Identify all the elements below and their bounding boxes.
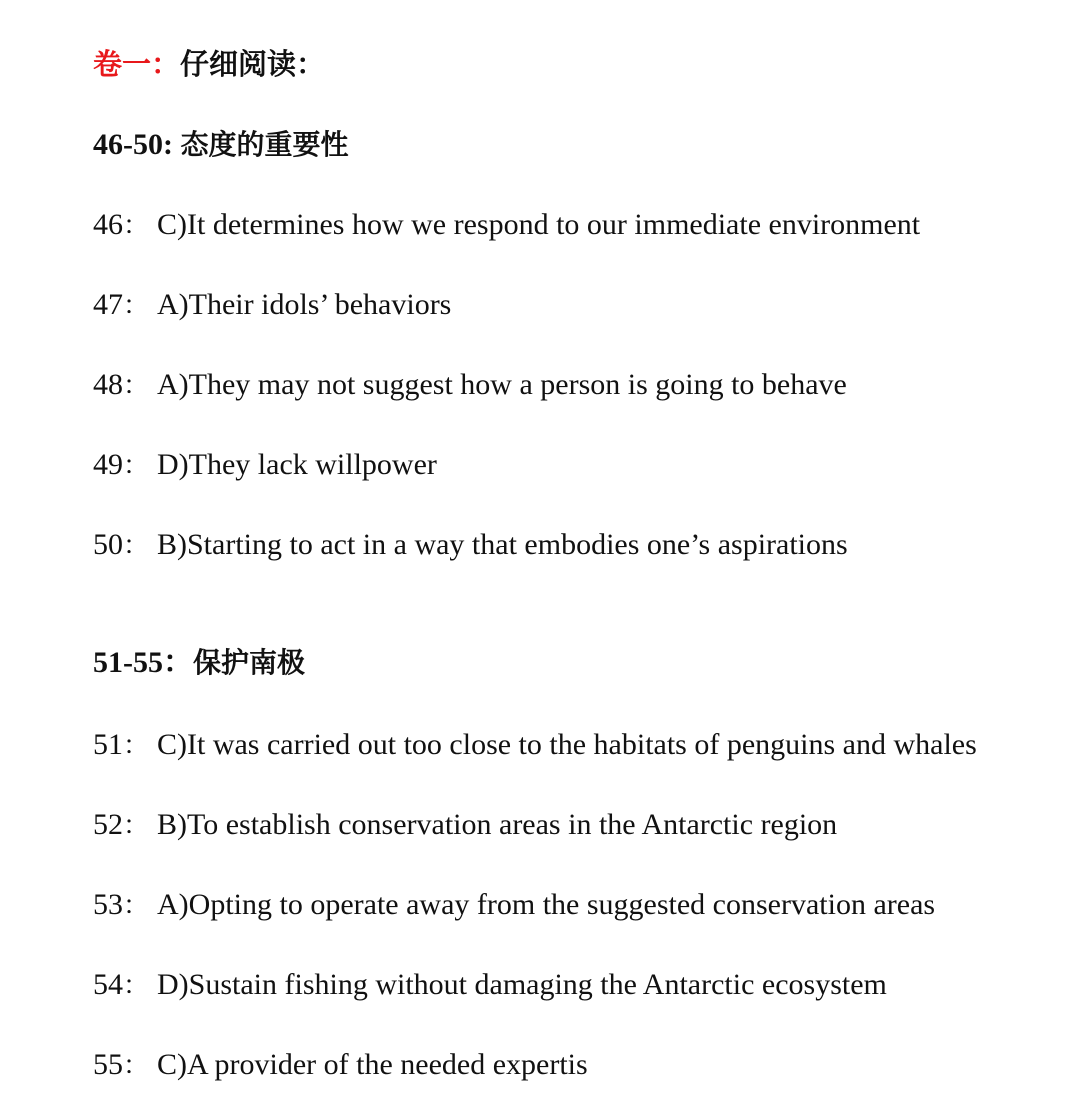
question-number: 50: [93, 528, 123, 561]
question-number: 51: [93, 728, 123, 761]
answer-text: A)Opting to operate away from the suggested conservation areas: [157, 888, 936, 921]
answer-text: A)They may not suggest how a person is going to behave: [157, 368, 847, 401]
answer-text: C)It was carried out too close to the habitats of penguins and whales: [157, 728, 977, 761]
answer-item: [93, 205, 920, 246]
answer-item: [93, 525, 848, 566]
answer-item: [93, 1045, 588, 1086]
question-number: 55: [93, 1048, 123, 1081]
answer-item: [93, 805, 837, 846]
section-name: 保护南极: [193, 646, 306, 679]
separator: ：: [123, 1051, 150, 1081]
separator: ：: [123, 971, 150, 1001]
answer-item: [93, 885, 935, 926]
separator: ：: [123, 531, 150, 561]
answer-text: D)They lack willpower: [157, 448, 437, 481]
page-title: [93, 44, 325, 84]
question-number: 48: [93, 368, 123, 401]
answer-text: B)To establish conservation areas in the Antarctic region: [157, 808, 838, 841]
question-number: 52: [93, 808, 123, 841]
section-range: 51-55：: [93, 646, 193, 679]
separator: ：: [123, 811, 150, 841]
answer-item: [93, 445, 437, 486]
question-number: 53: [93, 888, 123, 921]
answer-text: A)Their idols’ behaviors: [157, 288, 452, 321]
question-number: 47: [93, 288, 123, 321]
question-number: 49: [93, 448, 123, 481]
section-heading: [93, 125, 349, 165]
answer-text: B)Starting to act in a way that embodies one’s aspirations: [157, 528, 848, 561]
question-number: 54: [93, 968, 123, 1001]
section-name: 态度的重要性: [180, 128, 349, 161]
answer-item: [93, 965, 887, 1006]
separator: ：: [123, 291, 150, 321]
answer-item: [93, 365, 847, 406]
question-number: 46: [93, 208, 123, 241]
paper-label: 卷一：: [93, 47, 181, 81]
answer-item: [93, 285, 451, 326]
separator: ：: [123, 451, 150, 481]
separator: ：: [123, 211, 150, 241]
answer-text: C)It determines how we respond to our immediate environment: [157, 208, 921, 241]
answer-item: [93, 725, 977, 766]
separator: ：: [123, 371, 150, 401]
section-type-label: 仔细阅读：: [180, 47, 326, 81]
answer-text: C)A provider of the needed expertis: [157, 1048, 588, 1081]
answer-text: D)Sustain fishing without damaging the Antarctic ecosystem: [157, 968, 887, 1001]
section-heading: [93, 643, 305, 683]
separator: ：: [123, 891, 150, 921]
separator: ：: [123, 731, 150, 761]
section-range: 46-50:: [93, 128, 173, 161]
